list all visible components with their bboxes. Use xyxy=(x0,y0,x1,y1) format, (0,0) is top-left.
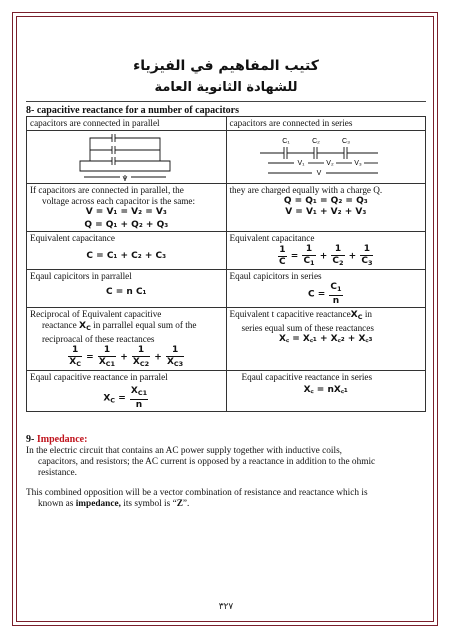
parallel-equal-reactance-equation: $X_C$ = $\frac{X_{C1}}{n}$ xyxy=(103,386,148,410)
equal-reactance-row xyxy=(27,371,426,412)
series-charge-cell xyxy=(226,184,426,232)
paragraph-line: resistance. xyxy=(38,468,77,478)
equal-reactance-label: Eqaul capacitive reactance in parralel xyxy=(30,372,168,382)
header-separator xyxy=(26,101,426,102)
series-reactance-cell xyxy=(226,308,426,371)
section-8-title: 8- capacitive reactance for a number of capacitors xyxy=(26,105,240,116)
parallel-equal-equation: C = n C₁ xyxy=(106,287,147,297)
paragraph-text: known as xyxy=(38,499,74,509)
equivalent-label: Equivalent capacitance xyxy=(30,233,115,243)
series-c3-label: C₃ xyxy=(341,138,350,145)
paragraph-line: capacitors, and resistors; the AC current is opposed by a reactance in addition to the ohmic xyxy=(38,457,376,467)
series-equivalent-cell xyxy=(226,232,426,270)
impedance-paragraph-2 xyxy=(26,488,428,510)
capacitor-comparison-table xyxy=(26,116,426,412)
parallel-reactance-equation: $\frac{1}{X_C}$ = $\frac{1}{X_{C1}}$ + $\frac{1}{X_{C2}}$ + $\frac{1}{X_{C3}}$ xyxy=(69,345,184,368)
paragraph-line xyxy=(26,499,428,510)
paragraph-text: its symbol is “ xyxy=(120,499,177,509)
equal-capacitors-label: Eqaul capicitors in series xyxy=(229,271,322,281)
series-equal-cell xyxy=(226,270,426,308)
equivalent-capacitance-row xyxy=(27,232,426,270)
series-c2-label: C₂ xyxy=(311,138,320,145)
impedance-term: impedance, xyxy=(75,499,121,509)
reactance-text-rest: in parrallel equal sum of the xyxy=(93,320,197,330)
parallel-equal-cell xyxy=(27,270,227,308)
book-subtitle: للشهادة الثانوية العامة xyxy=(154,80,298,95)
series-c1-label: C₁ xyxy=(282,138,290,145)
series-equal-reactance-equation: X꜀ = nX꜀₁ xyxy=(303,385,348,395)
paragraph-line: This combined opposition will be a vector combination of resistance and reactance which is xyxy=(26,488,368,498)
series-circuit-cell xyxy=(226,131,426,184)
reactance-text-line: series equal sum of these reactances xyxy=(241,323,374,333)
equal-capacitors-row xyxy=(27,270,426,308)
reactance-row xyxy=(27,308,426,371)
paragraph-text: ”. xyxy=(182,499,190,509)
header-series: capacitors are connected in series xyxy=(226,117,426,131)
equivalent-label: Equivalent capacitance xyxy=(229,233,315,243)
series-text-line: they are charged equally with a charge Q. xyxy=(229,185,383,195)
parallel-circuit-cell xyxy=(27,131,227,184)
equal-reactance-label: Eqaul capacitive reactance in series xyxy=(241,372,373,382)
series-circuit-diagram xyxy=(228,131,424,183)
reactance-text-line: Equivalent t capacitive reactanceX$_C$ in xyxy=(229,309,372,321)
parallel-voltage-cell xyxy=(27,184,227,232)
parallel-voltage-equation: V = V₁ = V₂ = V₃ xyxy=(85,207,167,217)
section-9-heading: Impedance: xyxy=(36,434,88,445)
reactance-text-line: Reciprocal of Equivalent capacitive xyxy=(30,309,162,319)
impedance-paragraph-1 xyxy=(26,446,428,479)
reactance-text-line: reactance $X_C$ in parrallel equal sum of the xyxy=(42,320,197,332)
series-v2-label: V₂ xyxy=(326,160,334,167)
reactance-text: in xyxy=(364,309,372,319)
series-equivalent-equation: $\frac{1}{C}$ = $\frac{1}{C_1}$ + $\frac{1}{C_2}$ + $\frac{1}{C_3}$ xyxy=(279,244,373,267)
reactance-word: reactance xyxy=(42,320,77,330)
series-v3-label: V₃ xyxy=(353,160,362,167)
impedance-symbol: Z xyxy=(176,499,183,509)
series-charge-equation: Q = Q₁ = Q₂ = Q₃ xyxy=(283,196,368,206)
parallel-reactance-cell xyxy=(27,308,227,371)
book-title: كتيب المفاهيم في الفيزياء xyxy=(133,58,319,74)
reactance-text: Equivalent t capacitive reactance xyxy=(229,309,351,319)
parallel-equal-reactance-cell xyxy=(27,371,227,412)
parallel-v-label: V xyxy=(122,176,128,183)
series-v1-label: V₁ xyxy=(297,160,305,167)
page-number: ٣٢٧ xyxy=(218,602,234,612)
parallel-charge-equation: Q = Q₁ + Q₂ + Q₃ xyxy=(84,219,169,230)
parallel-circuit-diagram xyxy=(28,131,224,183)
section-9-title xyxy=(26,434,428,445)
paragraph-line: In the electric circuit that contains an AC power supply together with inductive coils, xyxy=(26,446,343,456)
series-reactance-equation: X꜀ = X꜀₁ + X꜀₂ + X꜀₃ xyxy=(279,334,373,344)
voltage-charge-row xyxy=(27,184,426,232)
parallel-equivalent-cell xyxy=(27,232,227,270)
reactance-text-line: reciproacal of these reactances xyxy=(42,334,155,344)
table-header-row xyxy=(27,117,426,131)
header-parallel: capacitors are connected in parallel xyxy=(27,117,227,131)
series-equal-reactance-cell xyxy=(226,371,426,412)
parallel-text-line: voltage across each capacitor is the same: xyxy=(42,196,196,206)
parallel-equivalent-equation: C = C₁ + C₂ + C₃ xyxy=(86,251,167,261)
series-equal-equation: C = $\frac{C_1}{n}$ xyxy=(307,282,342,306)
parallel-text-line: If capacitors are connected in parallel, the xyxy=(30,185,184,195)
figure-row xyxy=(27,131,426,184)
series-voltage-equation: V = V₁ + V₂ + V₃ xyxy=(285,206,367,217)
section-9-number: 9- xyxy=(26,434,37,445)
equal-capacitors-label: Eqaul capicitors in parrallel xyxy=(30,271,132,281)
series-v-label: V xyxy=(316,170,322,177)
